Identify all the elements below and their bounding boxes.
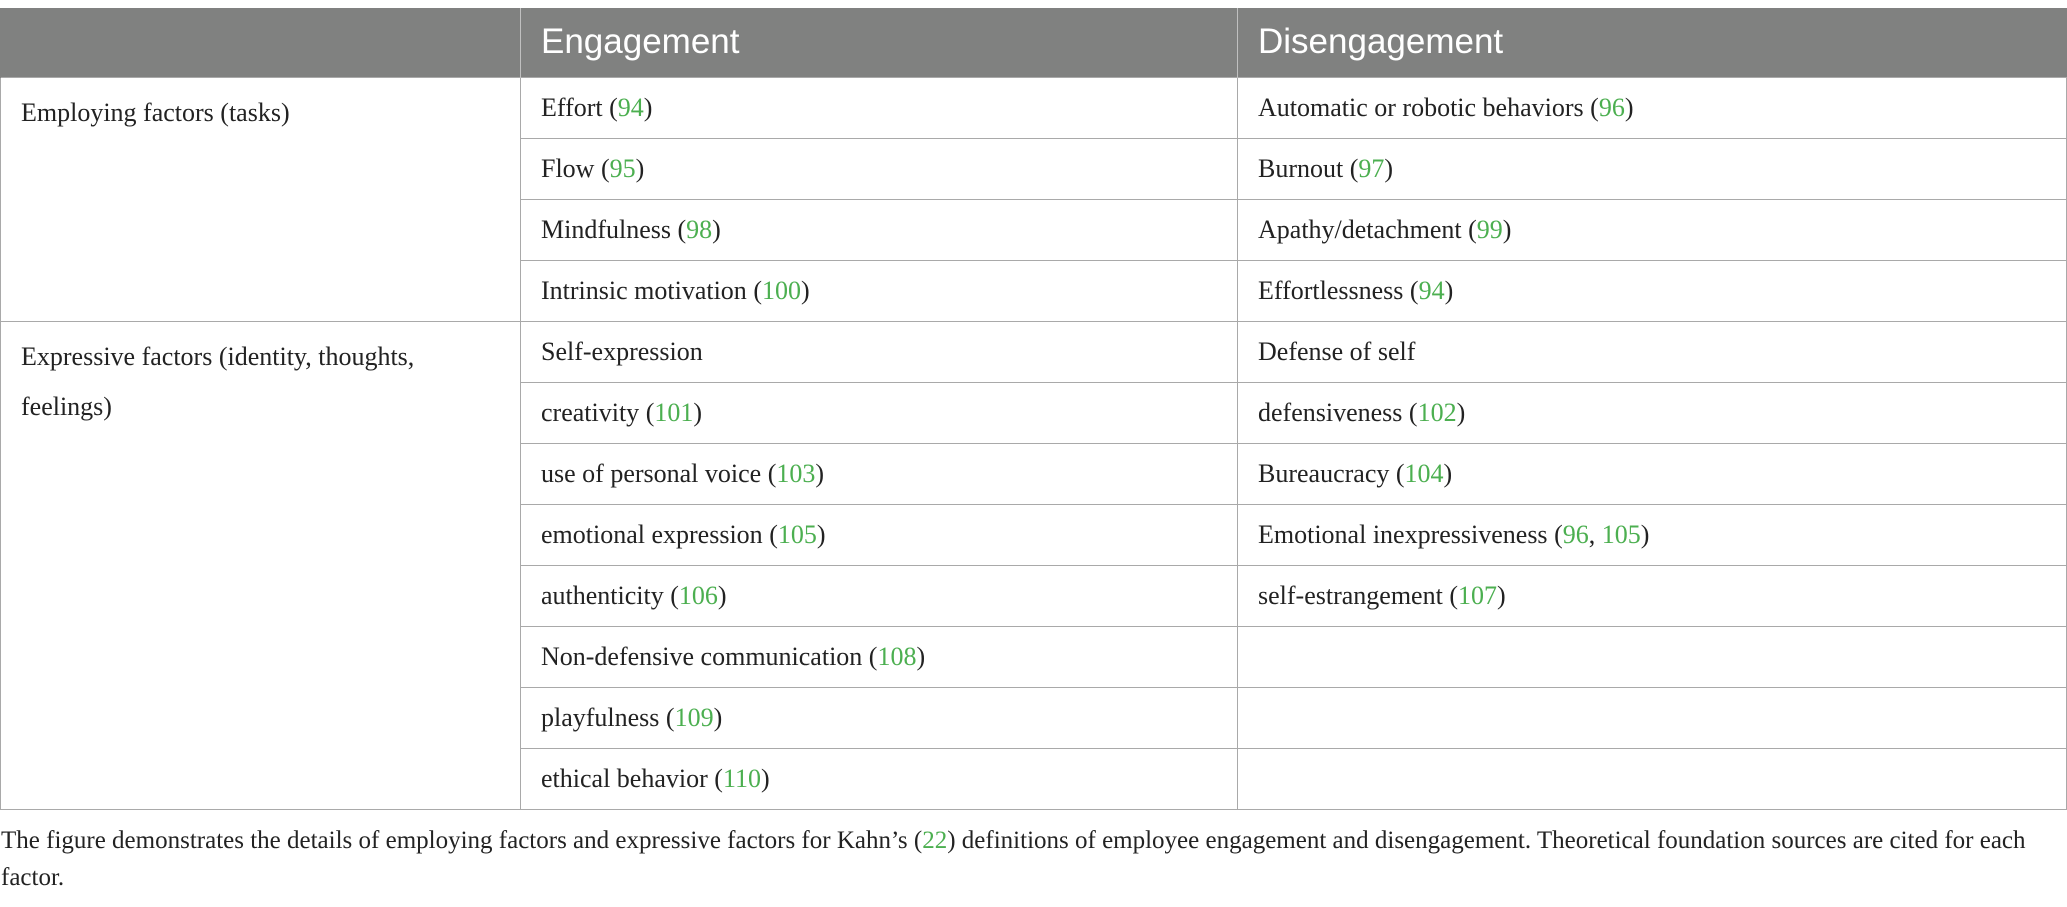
table-body [1, 77, 2067, 809]
reference-link[interactable]: 99 [1476, 214, 1503, 244]
disengagement-cell: Burnout (97) [1238, 138, 2067, 199]
cell-label: Defense of self [1258, 336, 1416, 366]
engagement-cell: emotional expression (105) [521, 504, 1238, 565]
reference-link[interactable]: 105 [1601, 519, 1641, 549]
engagement-cell: creativity (101) [521, 382, 1238, 443]
cell-label: Flow [541, 153, 595, 183]
reference-link[interactable]: 100 [761, 275, 801, 305]
disengagement-cell: Automatic or robotic behaviors (96) [1238, 77, 2067, 138]
cell-label: Automatic or robotic behaviors [1258, 92, 1584, 122]
reference-link[interactable]: 96 [1598, 92, 1625, 122]
cell-label: Non-defensive communication [541, 641, 863, 671]
reference-link[interactable]: 94 [617, 92, 644, 122]
cell-label: creativity [541, 397, 640, 427]
engagement-cell: playfulness (109) [521, 687, 1238, 748]
disengagement-cell: self-estrangement (107) [1238, 565, 2067, 626]
disengagement-cell: Emotional inexpressiveness (96, 105) [1238, 504, 2067, 565]
cell-label: emotional expression [541, 519, 763, 549]
cell-label: authenticity [541, 580, 664, 610]
table-caption [1, 822, 2051, 896]
engagement-cell: Non-defensive communication (108) [521, 626, 1238, 687]
cell-label: Burnout [1258, 153, 1344, 183]
cell-label: Effortlessness [1258, 275, 1404, 305]
table-header-row [1, 8, 2067, 77]
cell-label: Effort [541, 92, 603, 122]
reference-link[interactable]: 105 [777, 519, 817, 549]
cell-label: defensiveness [1258, 397, 1403, 427]
engagement-cell: ethical behavior (110) [521, 748, 1238, 809]
factor-cell: Expressive factors (identity, thoughts, feelings) [1, 321, 521, 809]
engagement-cell: Flow (95) [521, 138, 1238, 199]
factor-cell: Employing factors (tasks) [1, 77, 521, 321]
engagement-cell: Mindfulness (98) [521, 199, 1238, 260]
cell-label: self-estrangement [1258, 580, 1443, 610]
caption-text-start: The figure demonstrates the details of employing factors and expressive factors for Kahn’s ( [1, 827, 923, 854]
reference-link[interactable]: 98 [686, 214, 713, 244]
disengagement-cell [1238, 321, 2067, 382]
reference-link[interactable]: 109 [674, 702, 714, 732]
caption-text-end: ) definitions of employee engagement and disengagement. Theoretical foundation sources are cited for each factor. [1, 827, 2026, 891]
reference-link[interactable]: 102 [1417, 397, 1457, 427]
disengagement-cell: Effortlessness (94) [1238, 260, 2067, 321]
disengagement-cell: defensiveness (102) [1238, 382, 2067, 443]
engagement-cell: Effort (94) [521, 77, 1238, 138]
cell-label: Mindfulness [541, 214, 671, 244]
disengagement-cell [1238, 626, 2067, 687]
factors-table [0, 8, 2067, 810]
disengagement-cell [1238, 748, 2067, 809]
reference-link[interactable]: 110 [722, 763, 761, 793]
disengagement-cell: Apathy/detachment (99) [1238, 199, 2067, 260]
reference-link[interactable]: 101 [654, 397, 694, 427]
header-blank [1, 8, 521, 77]
cell-label: playfulness [541, 702, 660, 732]
disengagement-cell: Bureaucracy (104) [1238, 443, 2067, 504]
reference-link[interactable]: 108 [877, 641, 917, 671]
table-row [1, 77, 2067, 138]
cell-label: Self-expression [541, 336, 703, 366]
cell-label: ethical behavior [541, 763, 708, 793]
reference-link[interactable]: 106 [678, 580, 718, 610]
reference-link[interactable]: 96 [1562, 519, 1589, 549]
disengagement-cell [1238, 687, 2067, 748]
reference-link[interactable]: 103 [776, 458, 816, 488]
cell-label: Emotional inexpressiveness [1258, 519, 1548, 549]
engagement-cell: use of personal voice (103) [521, 443, 1238, 504]
reference-link[interactable]: 94 [1418, 275, 1445, 305]
engagement-cell [521, 321, 1238, 382]
engagement-cell: authenticity (106) [521, 565, 1238, 626]
header-disengagement: Disengagement [1238, 8, 2067, 77]
header-engagement: Engagement [521, 8, 1238, 77]
table-row [1, 321, 2067, 382]
reference-link[interactable]: 104 [1404, 458, 1444, 488]
reference-link[interactable]: 97 [1358, 153, 1385, 183]
cell-label: Apathy/detachment [1258, 214, 1462, 244]
engagement-cell: Intrinsic motivation (100) [521, 260, 1238, 321]
cell-label: Bureaucracy [1258, 458, 1390, 488]
caption-ref-link[interactable]: 22 [922, 827, 948, 854]
reference-link[interactable]: 107 [1457, 580, 1497, 610]
cell-label: use of personal voice [541, 458, 762, 488]
reference-link[interactable]: 95 [609, 153, 636, 183]
cell-label: Intrinsic motivation [541, 275, 747, 305]
